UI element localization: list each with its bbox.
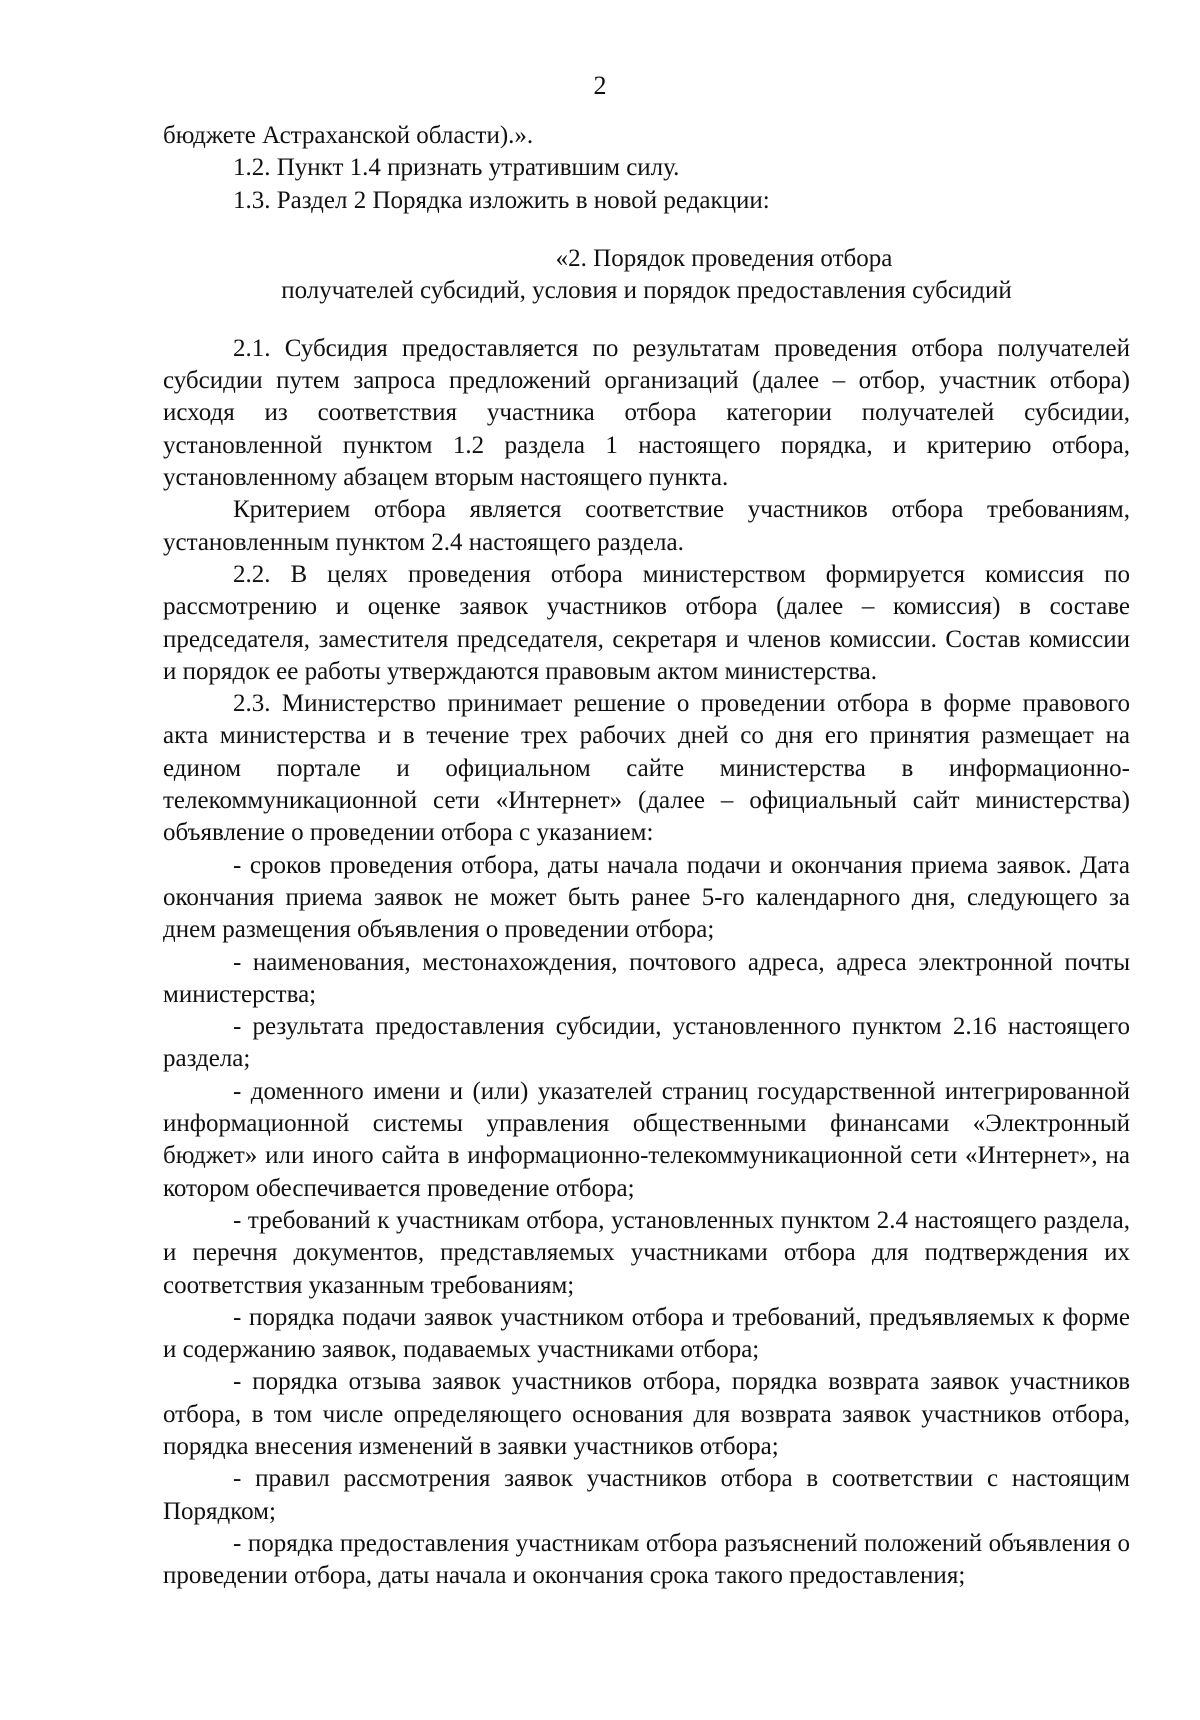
paragraph-2-1: 2.1. Субсидия предоставляется по результатам проведения отбора получателей субсидии путем запроса предложений организаций (далее – отбор, участник отбора) исходя из соответствия участника отбора категории получателей субсидии, установленной пунктом 1.2 раздела 1 настоящего порядка, и критерию отбора, установленному абзацем вторым настоящего пункта.: [163, 334, 1130, 492]
list-item-subsidy-result: - результата предоставления субсидии, установленного пунктом 2.16 настоящего раздела;: [163, 1013, 1130, 1073]
list-item-application-procedure: - порядка подачи заявок участником отбора и требований, предъявляемых к форме и содержанию заявок, подаваемых участниками отбора;: [163, 1303, 1130, 1364]
list-item-domain-name: - доменного имени и (или) указателей страниц государственной интегрированной информационной системы управления общественными финансами «Электронный бюджет» или иного сайта в информационно-телекоммуникационной сети «Интернет», на котором обеспечивается проведение отбора;: [163, 1077, 1130, 1202]
list-item-ministry-contacts: - наименования, местонахождения, почтового адреса, адреса электронной почты министерства;: [163, 948, 1130, 1008]
list-item-participant-requirements: - требований к участникам отбора, установленных пунктом 2.4 настоящего раздела, и перечня документов, представляемых участниками отбора для подтверждения их соответствия указанным требованиям;: [163, 1206, 1130, 1299]
list-item-review-rules: - правил рассмотрения заявок участников отбора в соответствии с настоящим Порядком;: [163, 1465, 1130, 1525]
paragraph-2-3: 2.3. Министерство принимает решение о проведении отбора в форме правового акта министерства и в течение трех рабочих дней со дня его принятия размещает на едином портале и официальном сайте министерства в информационно-телекоммуникационной сети «Интернет» (далее – официальный сайт министерства) объявление о проведении отбора с указанием:: [163, 690, 1130, 847]
list-item-clarifications: - порядка предоставления участникам отбора разъяснений положений объявления о проведении отбора, даты начала и окончания срока такого предоставления;: [163, 1529, 1130, 1590]
section-heading-line-2: получателей субсидий, условия и порядок предоставления субсидий: [281, 276, 1012, 304]
list-item-deadlines: - сроков проведения отбора, даты начала подачи и окончания приема заявок. Дата окончания приема заявок не может быть ранее 5-го календарного дня, следующего за днем размещения объявления о проведении отбора;: [163, 851, 1130, 944]
paragraph-budget-continuation: бюджете Астраханской области).».: [163, 122, 534, 149]
paragraph-item-1-2: 1.2. Пункт 1.4 признать утратившим силу.: [233, 154, 680, 182]
list-item-application-withdrawal: - порядка отзыва заявок участников отбора, порядка возврата заявок участников отбора, в том числе определяющего основания для возврата заявок участников отбора, порядка внесения изменений в заявки участников отбора;: [163, 1368, 1130, 1460]
section-heading-line-1: «2. Порядок проведения отбора: [555, 244, 893, 272]
section-heading: [163, 243, 1130, 307]
document-body: [163, 120, 1130, 1592]
paragraph-selection-criterion: Критерием отбора является соответствие участников отбора требованиям, установленным пунктом 2.4 настоящего раздела.: [163, 496, 1130, 556]
paragraph-2-2: 2.2. В целях проведения отбора министерством формируется комиссия по рассмотрению и оценке заявок участников отбора (далее – комиссия) в составе председателя, заместителя председателя, секретаря и членов комиссии. Состав комиссии и порядок ее работы утверждаются правовым актом министерства.: [163, 560, 1130, 685]
paragraph-item-1-3: 1.3. Раздел 2 Порядка изложить в новой редакции:: [233, 186, 770, 214]
page-number: 2: [593, 71, 607, 100]
